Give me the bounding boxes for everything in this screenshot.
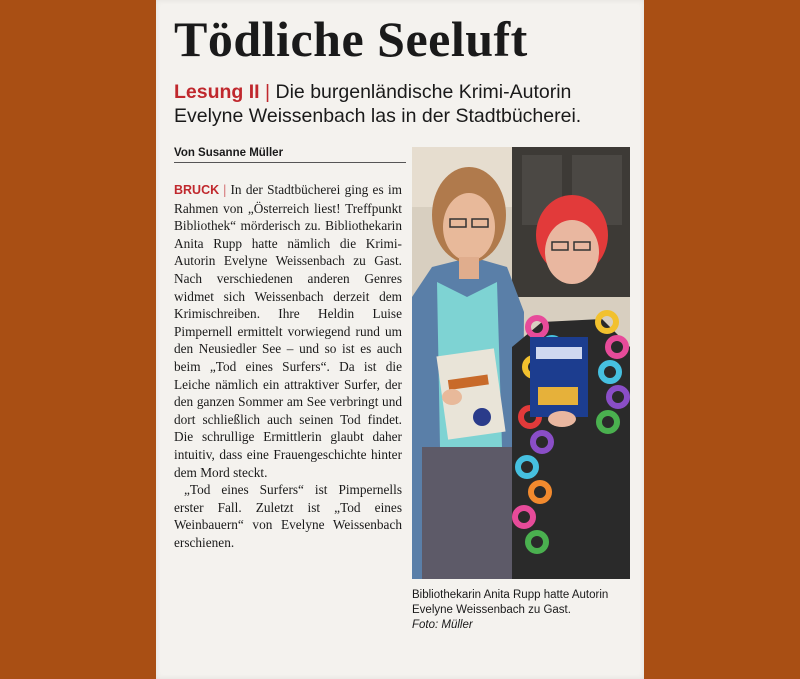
location-label: BRUCK — [174, 183, 220, 197]
headline: Tödliche Seeluft — [174, 11, 528, 67]
byline: Von Susanne Müller — [174, 147, 406, 163]
photo-credit: Foto: Müller — [412, 619, 473, 631]
caption-text: Bibliothekarin Anita Rupp hatte Autorin Evelyne Weissenbach zu Gast. — [412, 589, 609, 616]
article-photo — [412, 147, 630, 579]
location-separator: | — [223, 182, 227, 197]
newspaper-clipping — [156, 0, 644, 679]
subheadline-block — [174, 80, 634, 128]
article-body — [174, 181, 402, 551]
paragraph-text-1: In der Stadtbücherei ging es im Rahmen von „Österreich liest! Treffpunkt Bibliothek“ mörderisch zu. Bibliothekarin Anita Rupp hatte nämlich die Krimi-Autorin Evelyne Weissenbach zu Gast. Nach verschiedenen anderen Genres widmet sich Weissenbach derzeit dem Krimischreiben. Ihre Heldin Luise Pimpernell ermittelt vorwiegend rund um den Neusiedler See – und so ist es auch beim „Tod eines Surfers“. Da ist die Leiche nämlich ein attraktiver Surfer, der den ganzen Sommer am See verbringt und dort schließlich auch seinen Tod findet. Die schrullige Ermittlerin glaubt daher intuitiv, dass eine Frauengeschichte hinter dem Mord steckt. — [174, 182, 402, 480]
photo-caption — [412, 588, 634, 633]
kicker: Lesung II — [174, 81, 260, 103]
photo-illustration — [412, 147, 630, 579]
paragraph — [174, 181, 402, 481]
paragraph-text-2: „Tod eines Surfers“ ist Pimpernells erster Fall. Zuletzt ist „Tod eines Weinbauern“ von Evelyne Weissenbach erschienen. — [174, 482, 402, 550]
subheadline: Die burgenländische Krimi-Autorin Evelyne Weissenbach las in der Stadtbücherei. — [174, 81, 582, 127]
kicker-separator: | — [265, 81, 271, 103]
